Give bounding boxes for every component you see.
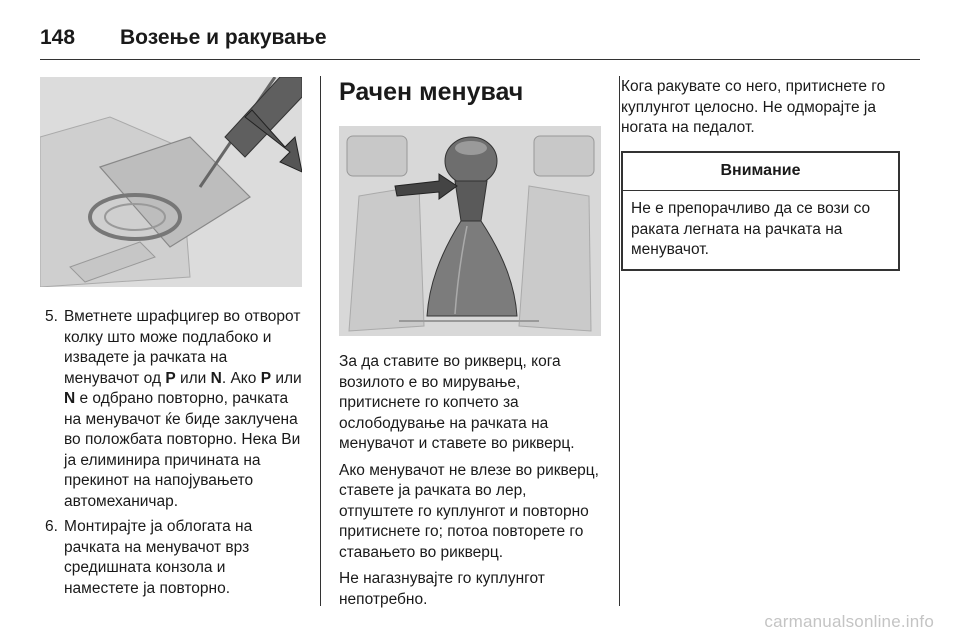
paragraph: Не нагазнувајте го куплунгот непотребно. <box>339 570 545 608</box>
warning-box <box>621 151 900 271</box>
paragraph: Ако менувачот не влезе во рикверц, ставете ја рачката во лер, отпуштете го куплунгот и повторно притиснете го; потоа повторете го ставањето во рикверц. <box>339 461 599 561</box>
section-heading: Рачен менувач <box>339 78 524 106</box>
page-number: 148 <box>40 26 76 49</box>
column-divider <box>619 76 620 606</box>
column-middle <box>339 77 601 616</box>
warning-title: Внимание <box>623 153 898 192</box>
watermark: carmanualsonline.info <box>764 612 934 631</box>
illustration-screwdriver <box>40 77 302 287</box>
column-right <box>621 77 901 271</box>
column-left <box>40 77 302 604</box>
running-title: Возење и ракување <box>120 26 327 49</box>
warning-text: Не е препорачливо да се вози со раката легната на рачката на менувачот. <box>631 200 871 258</box>
list-item: 5. Вметнете шрафцигер во отворот колку што може подлабоко и извадете ја рачката на менувачот од P или N. Ако P или N е одбрано повторно, рачката на менувачот ќе биде заклучена во положбата повторно. Нека Ви ја елиминира причината на прекинот на напојувањето автомеханичар. <box>45 308 302 510</box>
header-rule <box>40 59 920 60</box>
steps-list <box>40 307 302 599</box>
screwdriver-illustration-svg <box>40 77 302 287</box>
paragraph: Кога ракувате со него, притиснете го куплунгот целосно. Не одмораjте ја ногата на педалот. <box>621 78 886 136</box>
page-header <box>40 18 920 58</box>
list-item: 6. Монтирајте ја облогата на рачката на менувачот врз средишната конзола и наместете ја повторно. <box>45 518 253 597</box>
illustration-gear-lever <box>339 126 601 336</box>
paragraph: За да ставите во рикверц, кога возилото е во мирување, притиснете го копчето за ослободување на рачката на менувачот и ставете во рикверц. <box>339 353 575 452</box>
gear-lever-illustration-svg <box>339 126 601 336</box>
column-divider <box>320 76 321 606</box>
